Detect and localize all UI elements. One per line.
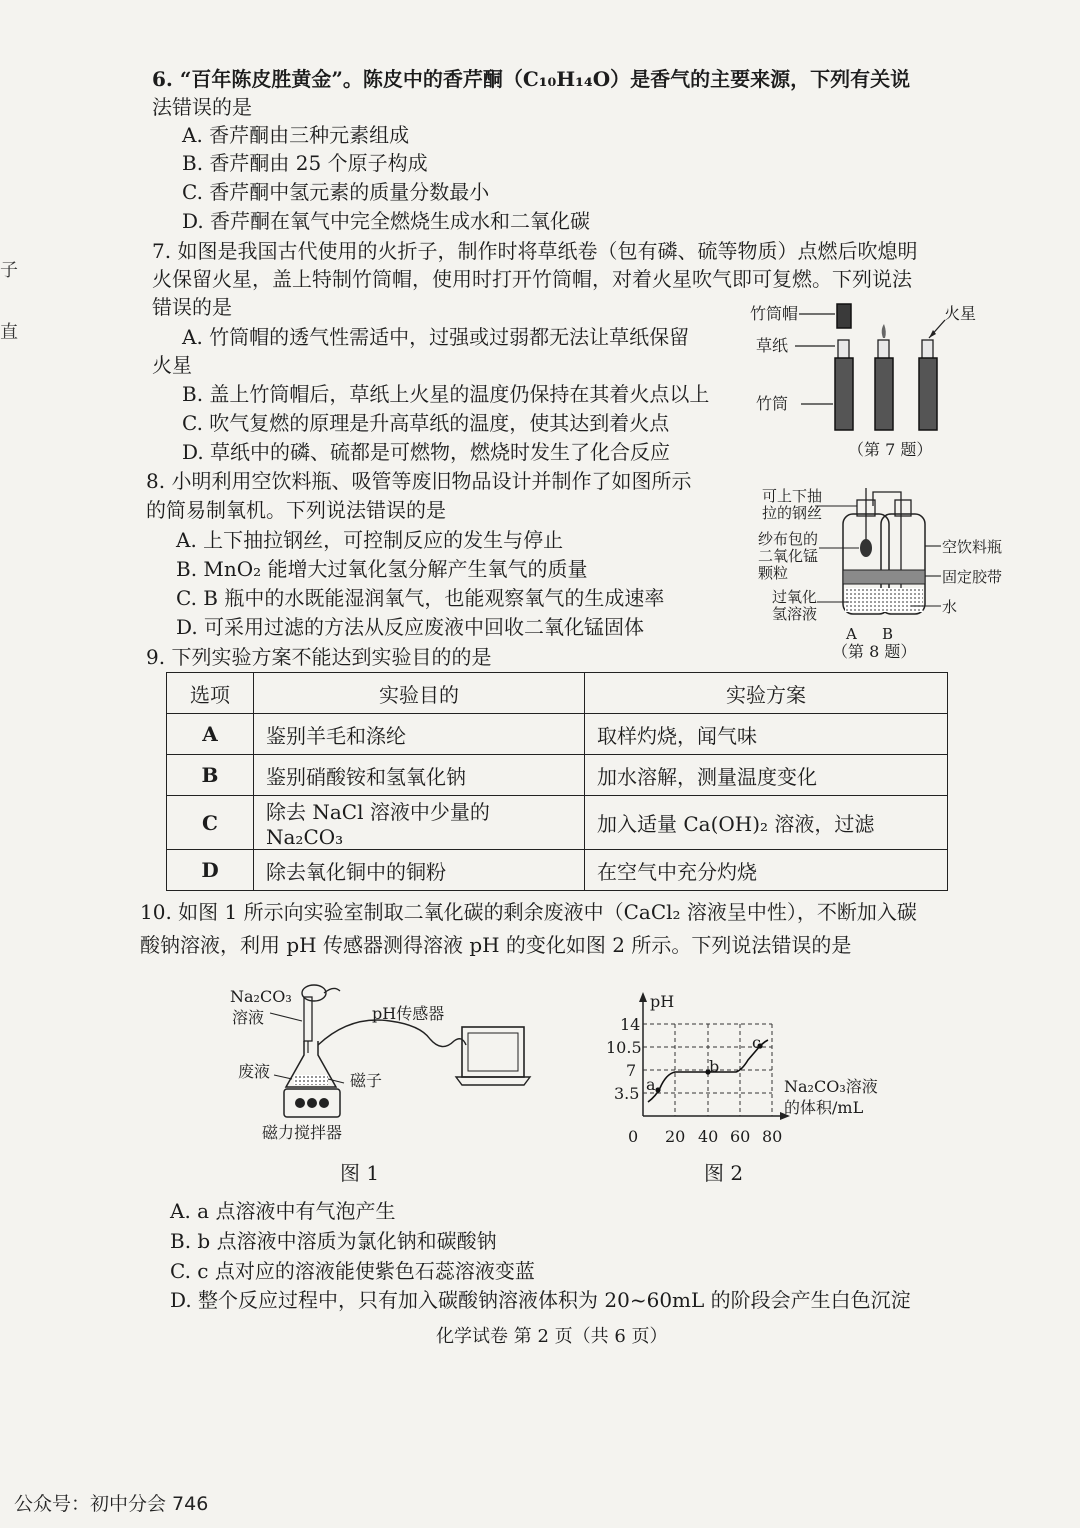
- q8-stem-line-2: 的简易制氧机。下列说法错误的是: [146, 498, 446, 522]
- table-header-row: [167, 673, 948, 714]
- q8-option-c: C. B 瓶中的水既能湿润氧气，也能观察氧气的生成速率: [176, 586, 665, 610]
- row-purpose: 鉴别硝酸铵和氢氧化钠: [254, 755, 585, 796]
- q8-water-label: 水: [942, 598, 958, 616]
- margin-fragment: 子: [0, 260, 18, 281]
- row-purpose: 除去 NaCl 溶液中少量的 Na₂CO₃: [254, 796, 585, 850]
- row-plan: 加入适量 Ca(OH)₂ 溶液，过滤: [585, 796, 948, 850]
- fig2-ytick: 7: [626, 1061, 637, 1080]
- page-footer: 化学试卷 第 2 页（共 6 页）: [436, 1326, 668, 1347]
- table-row: [167, 850, 948, 891]
- fig1-stirrer-label: 磁力搅拌器: [262, 1123, 343, 1142]
- q7-caption: （第 7 题）: [848, 440, 933, 459]
- q6-option-b: B. 香芹酮由 25 个原子构成: [182, 151, 428, 175]
- q6-stem-line-2: 法错误的是: [152, 95, 252, 119]
- q7-option-a-2: 火星: [152, 353, 192, 377]
- q8-wire-label-2: 拉的钢丝: [762, 504, 823, 522]
- q10-option-d: D. 整个反应过程中，只有加入碳酸钠溶液体积为 20~60mL 的阶段会产生白色沉淀: [170, 1288, 911, 1312]
- margin-fragment: 直: [0, 322, 18, 343]
- row-plan: 加水溶解，测量温度变化: [585, 755, 948, 796]
- fig2-x-label-1: Na₂CO₃溶液: [784, 1077, 878, 1096]
- q7-stem-line-2: 火保留火星，盖上特制竹筒帽，使用时打开竹筒帽，对着火星吹气即可复燃。下列说法: [152, 267, 912, 291]
- row-purpose: 除去氧化铜中的铜粉: [254, 850, 585, 891]
- header-purpose: 实验目的: [254, 673, 585, 714]
- fig2-x-label-2: 的体积/mL: [784, 1098, 864, 1117]
- q7-cap-label: 竹筒帽: [750, 304, 799, 323]
- table-row: [167, 755, 948, 796]
- q8-mno2-label-2: 二氧化锰: [758, 547, 819, 565]
- fig2-ytick: 10.5: [606, 1038, 642, 1057]
- q8-bottle-b-label: B: [882, 625, 894, 643]
- q8-option-b: B. MnO₂ 能增大过氧化氢分解产生氧气的质量: [176, 557, 588, 581]
- header-plan: 实验方案: [585, 673, 948, 714]
- fig2-ytick: 3.5: [614, 1084, 640, 1103]
- q8-h2o2-label-1: 过氧化: [772, 588, 818, 606]
- q8-caption: （第 8 题）: [832, 642, 917, 661]
- q7-stem-line-3: 错误的是: [152, 295, 232, 319]
- row-option: C: [167, 796, 254, 850]
- q10-stem-line-1: 10. 如图 1 所示向实验室制取二氧化碳的剩余废液中（CaCl₂ 溶液呈中性），不断加入碳: [140, 900, 917, 924]
- q9-stem: 9. 下列实验方案不能达到实验目的的是: [146, 645, 492, 669]
- q7-option-d: D. 草纸中的磷、硫都是可燃物，燃烧时发生了化合反应: [182, 440, 671, 464]
- q8-stem-line-1: 8. 小明利用空饮料瓶、吸管等废旧物品设计并制作了如图所示: [146, 469, 692, 493]
- row-plan: 取样灼烧，闻气味: [585, 714, 948, 755]
- q7-spark-label: 火星: [944, 304, 977, 323]
- row-option: A: [167, 714, 254, 755]
- fig2-caption: 图 2: [704, 1161, 744, 1185]
- fig1-waste-label: 废液: [238, 1062, 271, 1081]
- fig2-point-b: b: [709, 1057, 720, 1076]
- q9-table: [166, 672, 948, 891]
- fig1-caption: 图 1: [340, 1161, 380, 1185]
- table-row: [167, 714, 948, 755]
- fig2-y-label: pH: [650, 992, 675, 1011]
- fig2-xtick: 40: [698, 1127, 719, 1146]
- watermark-text: 公众号：初中分会 746: [14, 1493, 209, 1515]
- q10-option-a: A. a 点溶液中有气泡产生: [170, 1199, 396, 1223]
- fig1-sensor-label: pH传感器: [372, 1004, 445, 1023]
- fig1-na2co3-label-2: 溶液: [232, 1008, 265, 1027]
- row-plan: 在空气中充分灼烧: [585, 850, 948, 891]
- q10-option-b: B. b 点溶液中溶质为氯化钠和碳酸钠: [170, 1229, 497, 1253]
- q7-option-c: C. 吹气复燃的原理是升高草纸的温度，使其达到着火点: [182, 411, 670, 435]
- q6-option-a: A. 香芹酮由三种元素组成: [182, 123, 410, 147]
- q8-mno2-label-3: 颗粒: [758, 564, 789, 582]
- q7-stem-line-1: 7. 如图是我国古代使用的火折子，制作时将草纸卷（包有磷、硫等物质）点燃后吹熄明: [152, 239, 918, 263]
- fig2-ytick: 14: [620, 1015, 641, 1034]
- header-option: 选项: [167, 673, 254, 714]
- q6-option-d: D. 香芹酮在氧气中完全燃烧生成水和二氧化碳: [182, 209, 591, 233]
- q7-option-b: B. 盖上竹筒帽后，草纸上火星的温度仍保持在其着火点以上: [182, 382, 710, 406]
- q8-wire-label-1: 可上下抽: [762, 487, 823, 505]
- q7-paper-label: 草纸: [756, 336, 789, 355]
- q7-option-a-1: A. 竹筒帽的透气性需适中，过强或过弱都无法让草纸保留: [182, 325, 690, 349]
- fig2-xtick: 80: [762, 1127, 783, 1146]
- fig2-xtick: 20: [665, 1127, 686, 1146]
- q10-stem-line-2: 酸钠溶液，利用 pH 传感器测得溶液 pH 的变化如图 2 所示。下列说法错误的是: [140, 933, 852, 957]
- fig2-point-c: c: [752, 1033, 761, 1052]
- q8-option-a: A. 上下抽拉钢丝，可控制反应的发生与停止: [176, 528, 564, 552]
- q6-stem-line-1: 6. “百年陈皮胜黄金”。陈皮中的香芹酮（C₁₀H₁₄O）是香气的主要来源，下列有关说: [152, 67, 911, 91]
- fig1-na2co3-label-1: Na₂CO₃: [230, 987, 292, 1006]
- q8-option-d: D. 可采用过滤的方法从反应废液中回收二氧化锰固体: [176, 615, 645, 639]
- q10-option-c: C. c 点对应的溶液能使紫色石蕊溶液变蓝: [170, 1259, 535, 1283]
- fig2-point-a: a: [646, 1075, 656, 1094]
- row-purpose: 鉴别羊毛和涤纶: [254, 714, 585, 755]
- fig2-xtick: 60: [730, 1127, 751, 1146]
- table-row: [167, 796, 948, 850]
- fig2-xtick: 0: [628, 1127, 639, 1146]
- row-option: D: [167, 850, 254, 891]
- q8-h2o2-label-2: 氢溶液: [772, 605, 818, 623]
- q8-mno2-label-1: 纱布包的: [758, 530, 819, 548]
- fig1-magnet-label: 磁子: [350, 1071, 383, 1090]
- q8-bottle-label: 空饮料瓶: [942, 538, 1003, 556]
- row-option: B: [167, 755, 254, 796]
- q8-tape-label: 固定胶带: [942, 568, 1003, 586]
- q8-bottle-a-label: A: [846, 625, 857, 643]
- q7-tube-label: 竹筒: [756, 394, 789, 413]
- q6-option-c: C. 香芹酮中氢元素的质量分数最小: [182, 180, 490, 204]
